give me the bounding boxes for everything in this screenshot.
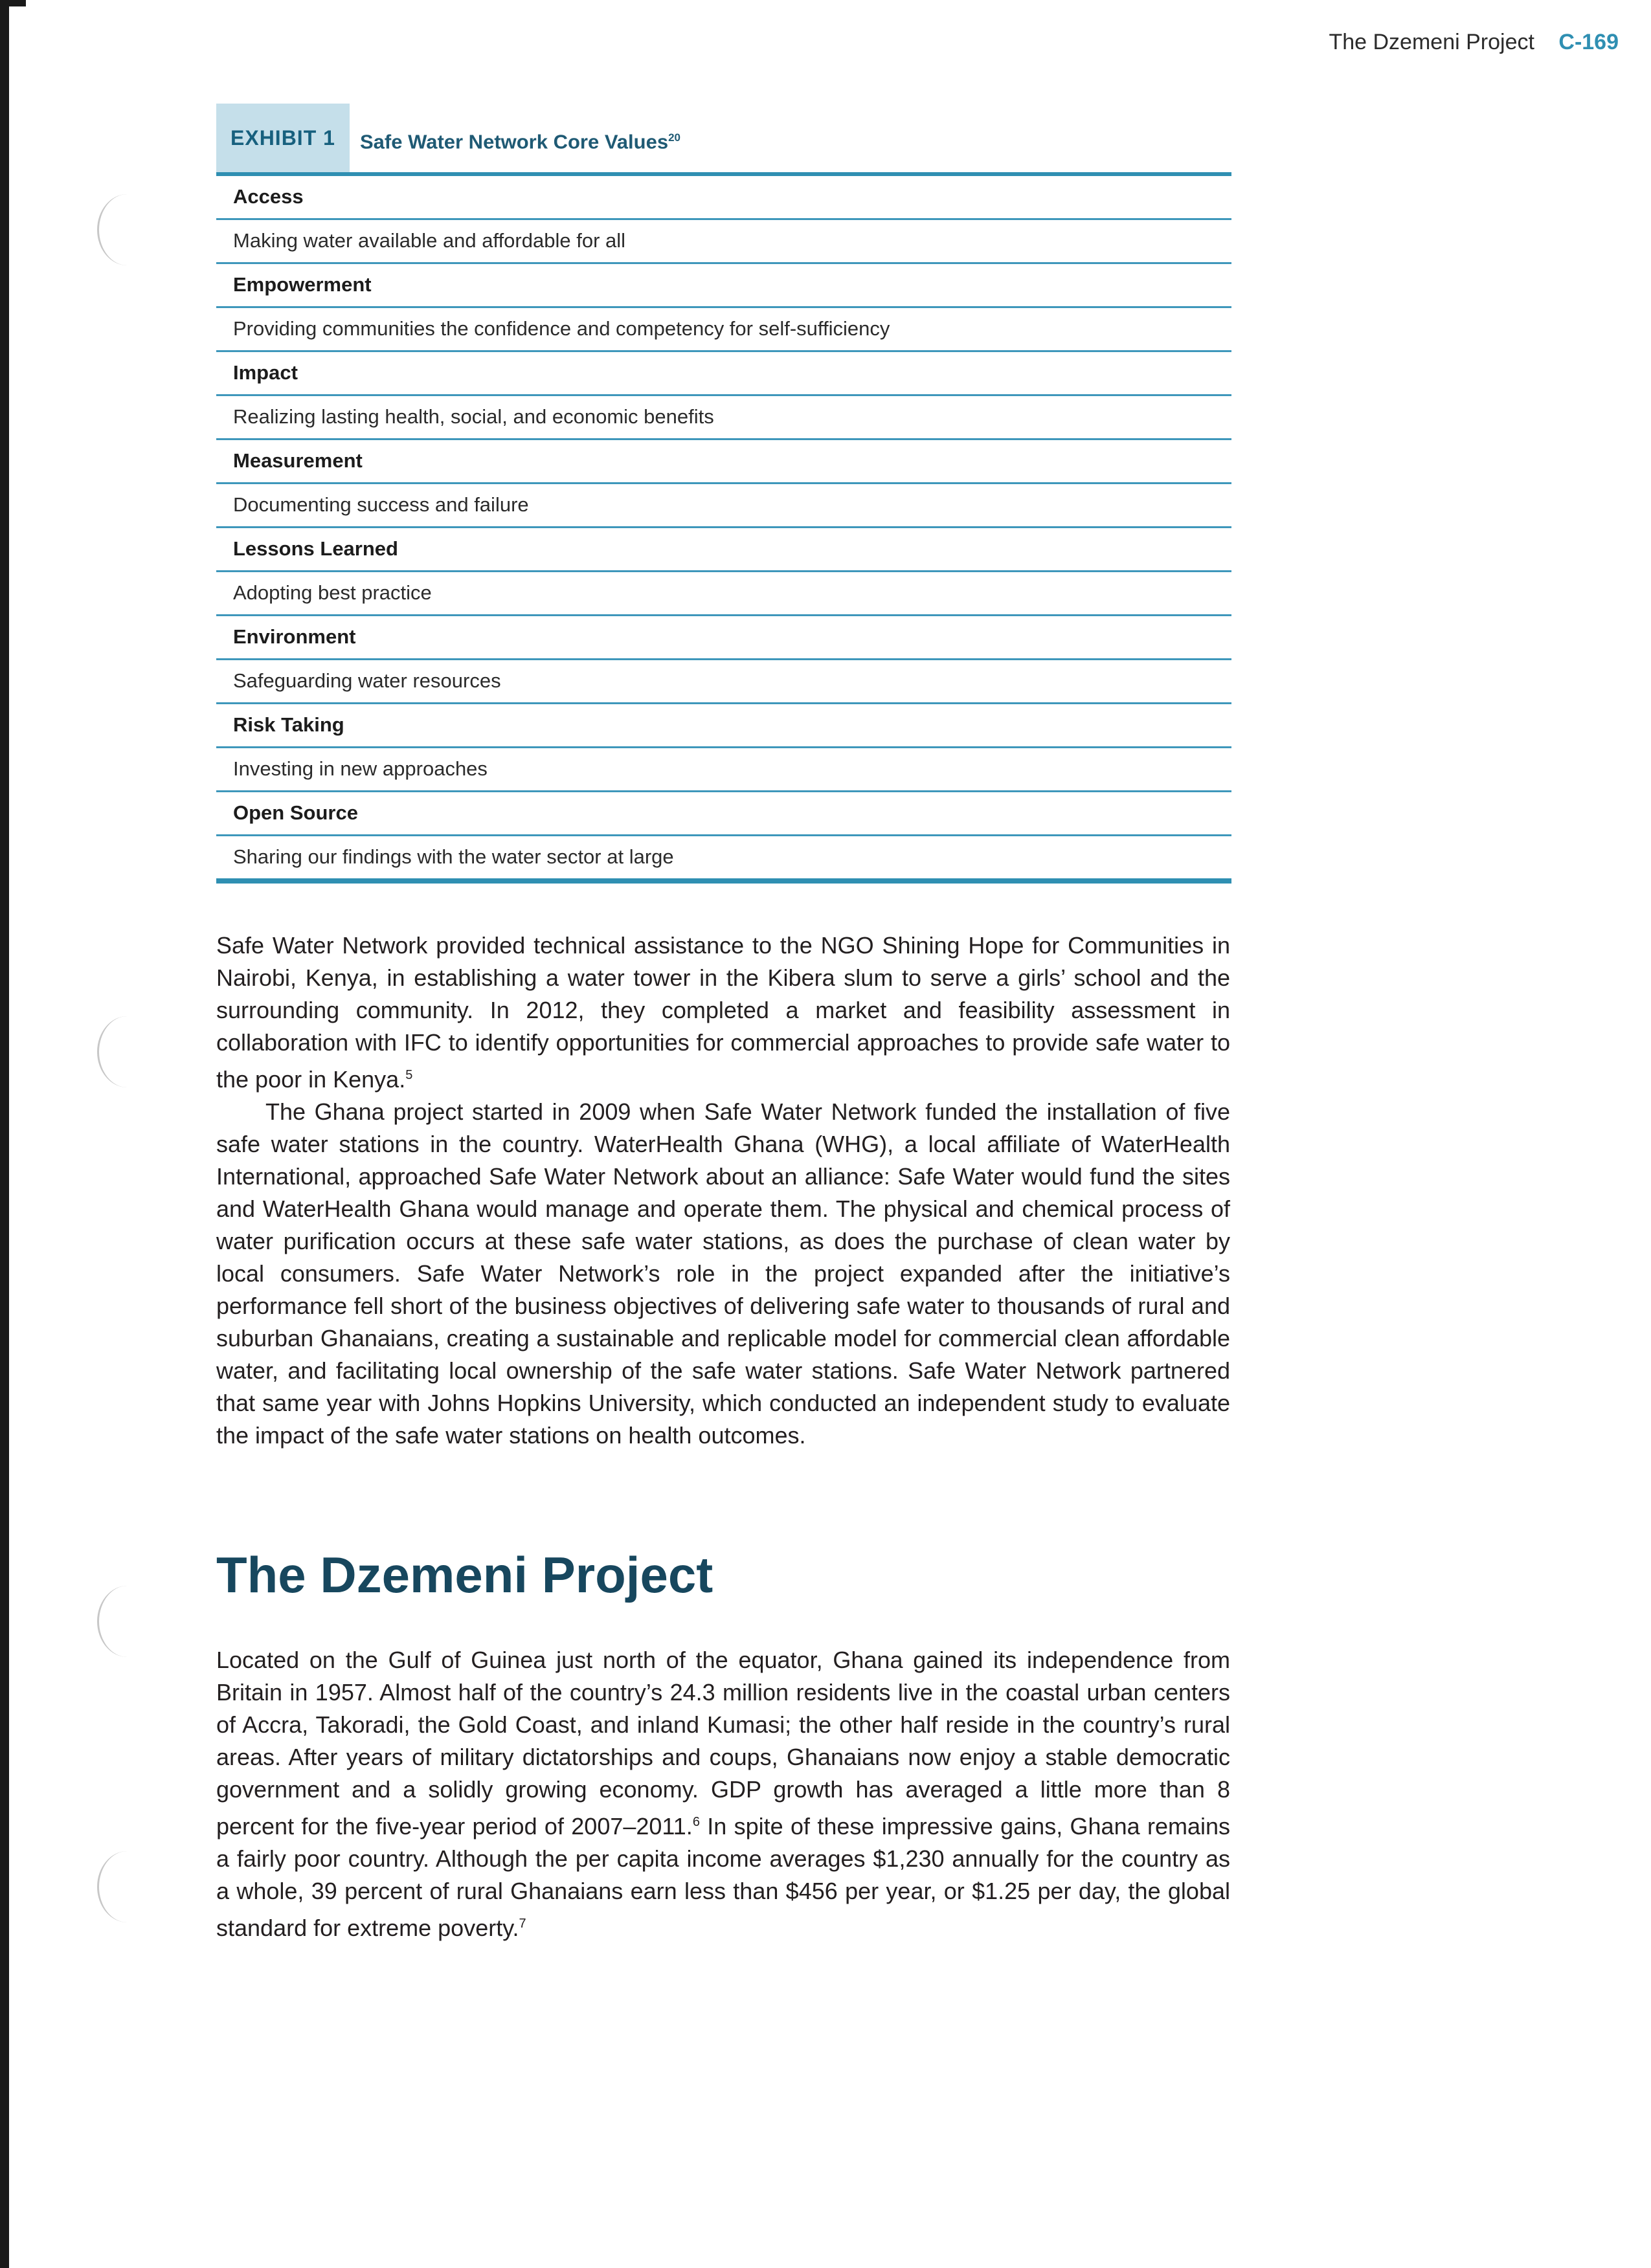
footnote-ref: 6	[692, 1815, 700, 1829]
footnote-ref: 7	[519, 1917, 526, 1931]
section-heading: The Dzemeni Project	[216, 1546, 713, 1603]
paragraph-text: Safe Water Network provided technical assistance to the NGO Shining Hope for Communities in Nairobi, Kenya, in establishing a water tower in the Kibera slum to serve a girls’ school and the surrounding community. In 2012, they completed a market and feasibility assessment in collaboration with IFC to identify opportunities for commercial approaches to provide safe water to the poor in Kenya.	[216, 932, 1230, 1093]
paragraph-text: In spite of these impressive gains, Ghana remains a fairly poor country. Although the per capita income averages $1,230 annually for the country as a whole, 39 percent of rural Ghanaians earn less than $456 per year, or $1.25 per day, the global standard for extreme poverty.	[216, 1813, 1230, 1941]
value-heading: Measurement	[216, 440, 1231, 484]
value-heading: Access	[216, 176, 1231, 220]
value-heading: Risk Taking	[216, 704, 1231, 748]
page-number: C-169	[1558, 30, 1619, 54]
scan-edge-corner	[0, 0, 26, 6]
value-description: Providing communities the confidence and competency for self-sufficiency	[216, 308, 1231, 352]
paragraph	[216, 929, 1230, 1096]
exhibit-header	[216, 104, 1231, 172]
value-description: Safeguarding water resources	[216, 660, 1231, 704]
punch-hole	[97, 194, 157, 265]
value-heading: Open Source	[216, 792, 1231, 836]
body-text-block	[216, 1644, 1230, 1944]
paragraph-text: Located on the Gulf of Guinea just north of the equator, Ghana gained its independence from Britain in 1957. Almost half of the country’s 24.3 million residents live in the coastal urban centers of Accra, Takoradi, the Gold Coast, and inland Kumasi; the other half reside in the country’s rural areas. After years of military dictatorships and coups, Ghanaians now enjoy a stable democratic government and a solidly growing economy. GDP growth has averaged a little more than 8 percent for the five-year period of 2007–2011.	[216, 1647, 1230, 1840]
value-heading: Environment	[216, 616, 1231, 660]
paragraph	[216, 1644, 1230, 1944]
punch-hole	[97, 1851, 157, 1922]
punch-hole	[97, 1016, 157, 1087]
exhibit-bottom-rule	[216, 878, 1231, 884]
value-heading: Empowerment	[216, 264, 1231, 308]
punch-hole	[97, 1586, 157, 1657]
running-head	[1329, 30, 1619, 55]
running-head-title: The Dzemeni Project	[1329, 30, 1534, 54]
exhibit-title-text: Safe Water Network Core Values	[360, 130, 669, 153]
core-values-list	[216, 176, 1231, 880]
value-description: Adopting best practice	[216, 572, 1231, 616]
value-description: Sharing our findings with the water sector at large	[216, 836, 1231, 880]
scan-edge	[0, 0, 9, 2268]
footnote-ref: 5	[405, 1068, 413, 1082]
value-description: Documenting success and failure	[216, 484, 1231, 528]
body-text-block	[216, 929, 1230, 1452]
value-description: Realizing lasting health, social, and economic benefits	[216, 396, 1231, 440]
value-description: Investing in new approaches	[216, 748, 1231, 792]
value-description: Making water available and affordable for all	[216, 220, 1231, 264]
value-heading: Lessons Learned	[216, 528, 1231, 572]
paragraph: The Ghana project started in 2009 when Safe Water Network funded the installation of five safe water stations in the country. WaterHealth Ghana (WHG), a local affiliate of WaterHealth International, approached Safe Water Network about an alliance: Safe Water would fund the sites and WaterHealth Ghana would manage and operate them. The physical and chemical process of water purification occurs at these safe water stations, as does the purchase of clean water by local consumers. Safe Water Network’s role in the project expanded after the initiative’s performance fell short of the business objectives of delivering safe water to thousands of rural and suburban Ghanaians, creating a sustainable and replicable model for commercial clean affordable water, and facilitating local ownership of the safe water stations. Safe Water Network partnered that same year with Johns Hopkins University, which conducted an independent study to evaluate the impact of the safe water stations on health outcomes.	[216, 1098, 1230, 1449]
exhibit-label: EXHIBIT 1	[216, 104, 350, 172]
value-heading: Impact	[216, 352, 1231, 396]
exhibit-title-footnote: 20	[668, 131, 681, 144]
exhibit-table	[216, 104, 1231, 884]
exhibit-title	[360, 104, 680, 176]
